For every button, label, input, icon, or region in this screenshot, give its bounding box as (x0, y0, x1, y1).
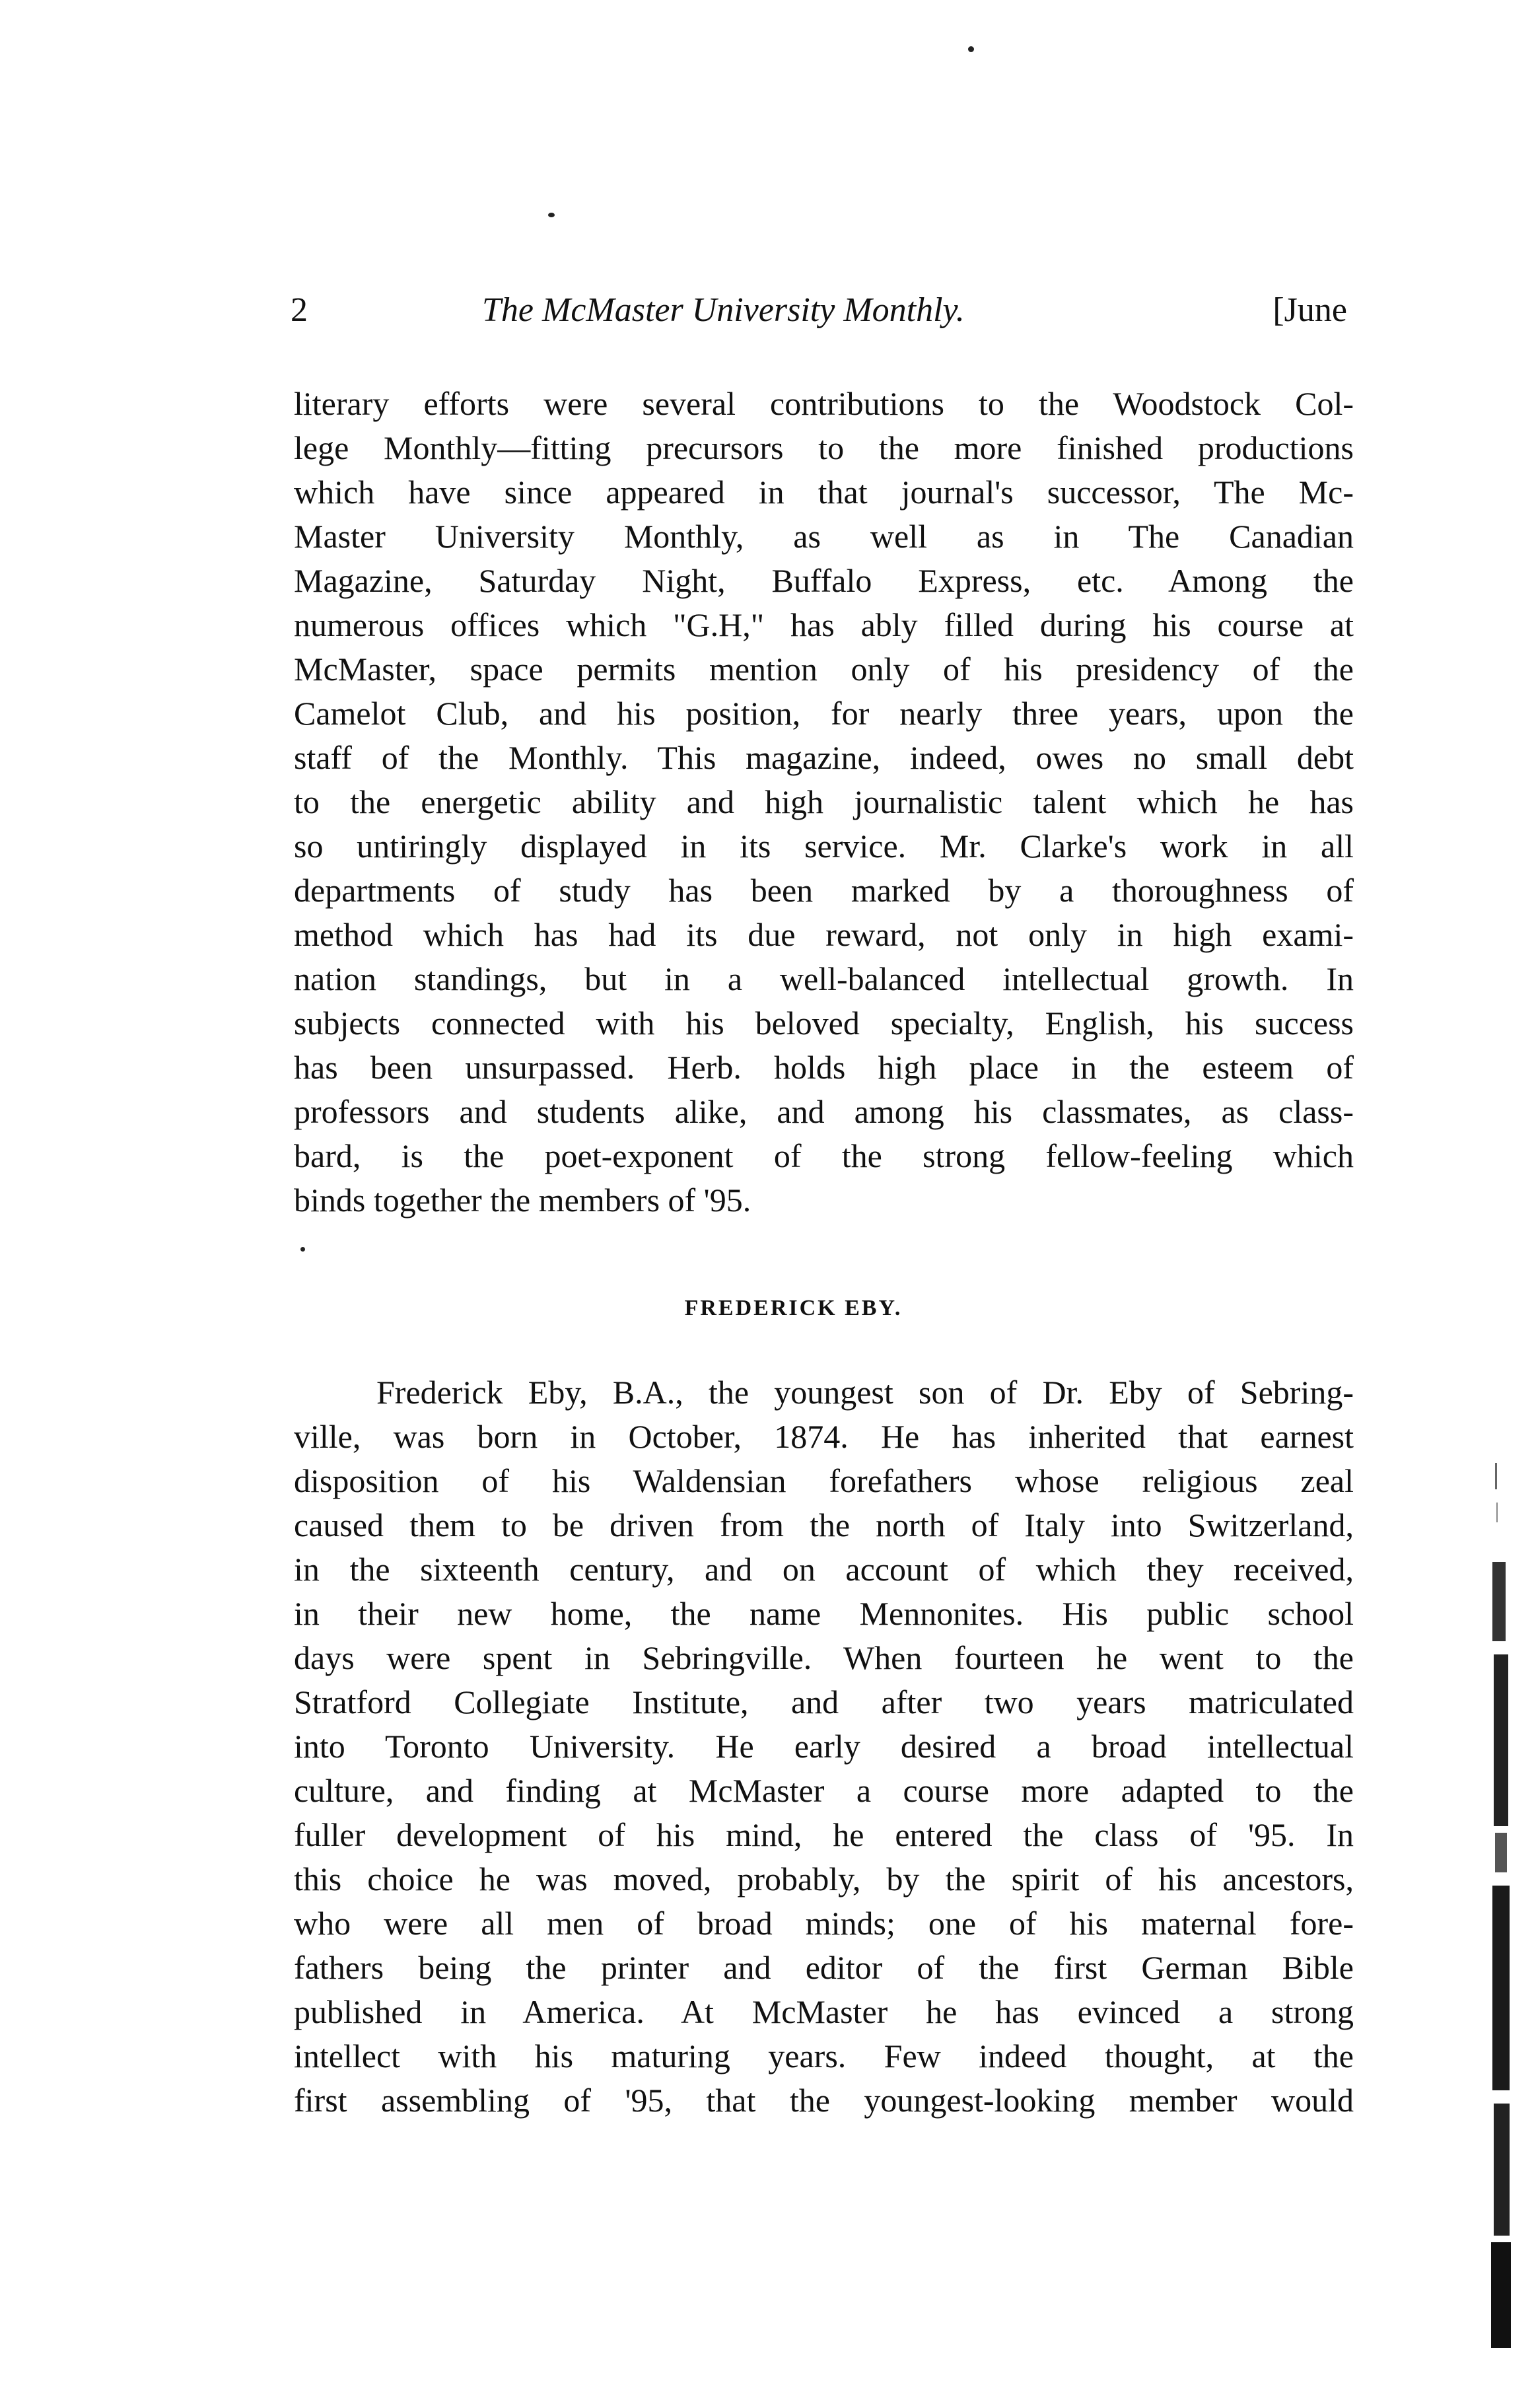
section-heading: FREDERICK EBY. (684, 1296, 903, 1320)
scan-speck-top (968, 46, 974, 52)
text-line: Stratford Collegiate Institute, and after two years matriculated (294, 1683, 1354, 1720)
text-line: this choice he was moved, probably, by the spirit of his ancestors, (294, 1860, 1354, 1897)
scan-speck-upper (548, 213, 555, 217)
text-line: method which has had its due reward, not only in high exami- (294, 916, 1354, 953)
text-line: into Toronto University. He early desired a broad intellectual (294, 1728, 1354, 1765)
text-line: McMaster, space permits mention only of his presidency of the (294, 651, 1354, 688)
paragraph-continued (294, 382, 1354, 1222)
text-line: Magazine, Saturday Night, Buffalo Express, etc. Among the (294, 562, 1354, 599)
scan-page-edge (1487, 1463, 1514, 2348)
text-line: published in America. At McMaster he has evinced a strong (294, 1993, 1354, 2030)
text-line: in the sixteenth century, and on account of which they received, (294, 1551, 1354, 1588)
text-line: professors and students alike, and among his classmates, as class- (294, 1093, 1354, 1130)
text-line: lege Monthly—fitting precursors to the more finished productions (294, 429, 1354, 466)
paragraph-eby (294, 1370, 1354, 2123)
text-line: Camelot Club, and his position, for nearly three years, upon the (294, 695, 1354, 732)
text-line: bard, is the poet-exponent of the strong fellow-feeling which (294, 1137, 1354, 1174)
text-line: nation standings, but in a well-balanced intellectual growth. In (294, 960, 1354, 997)
text-line: in their new home, the name Mennonites. His public school (294, 1595, 1354, 1632)
text-line: disposition of his Waldensian forefathers whose religious zeal (294, 1462, 1354, 1499)
issue-month: [June (1273, 291, 1347, 329)
running-header (291, 291, 1347, 343)
text-line: departments of study has been marked by a thoroughness of (294, 872, 1354, 909)
journal-title: The McMaster University Monthly. (482, 291, 965, 329)
text-line: numerous offices which "G.H," has ably filled during his course at (294, 606, 1354, 643)
text-line: ville, was born in October, 1874. He has inherited that earnest (294, 1418, 1354, 1455)
text-line: fuller development of his mind, he entered the class of '95. In (294, 1816, 1354, 1853)
text-line: culture, and finding at McMaster a course more adapted to the (294, 1772, 1354, 1809)
text-line: who were all men of broad minds; one of his maternal fore- (294, 1905, 1354, 1942)
scan-speck-margin (300, 1247, 305, 1252)
text-line: has been unsurpassed. Herb. holds high place in the esteem of (294, 1049, 1354, 1086)
text-line: days were spent in Sebringville. When fourteen he went to the (294, 1639, 1354, 1676)
text-line: Frederick Eby, B.A., the youngest son of Dr. Eby of Sebring- (376, 1374, 1354, 1411)
text-line: fathers being the printer and editor of the first German Bible (294, 1949, 1354, 1986)
text-line: binds together the members of '95. (294, 1182, 751, 1219)
text-line: caused them to be driven from the north of Italy into Switzerland, (294, 1506, 1354, 1543)
text-line: which have since appeared in that journal's successor, The Mc- (294, 474, 1354, 511)
text-line: Master University Monthly, as well as in The Canadian (294, 518, 1354, 555)
page-number: 2 (291, 291, 308, 329)
text-line: literary efforts were several contributions to the Woodstock Col- (294, 385, 1354, 422)
text-line: intellect with his maturing years. Few indeed thought, at the (294, 2037, 1354, 2074)
text-line: so untiringly displayed in its service. Mr. Clarke's work in all (294, 828, 1354, 865)
text-line: first assembling of '95, that the youngest-looking member would (294, 2082, 1354, 2119)
text-line: staff of the Monthly. This magazine, indeed, owes no small debt (294, 739, 1354, 776)
text-line: subjects connected with his beloved specialty, English, his success (294, 1005, 1354, 1042)
text-line: to the energetic ability and high journalistic talent which he has (294, 783, 1354, 820)
